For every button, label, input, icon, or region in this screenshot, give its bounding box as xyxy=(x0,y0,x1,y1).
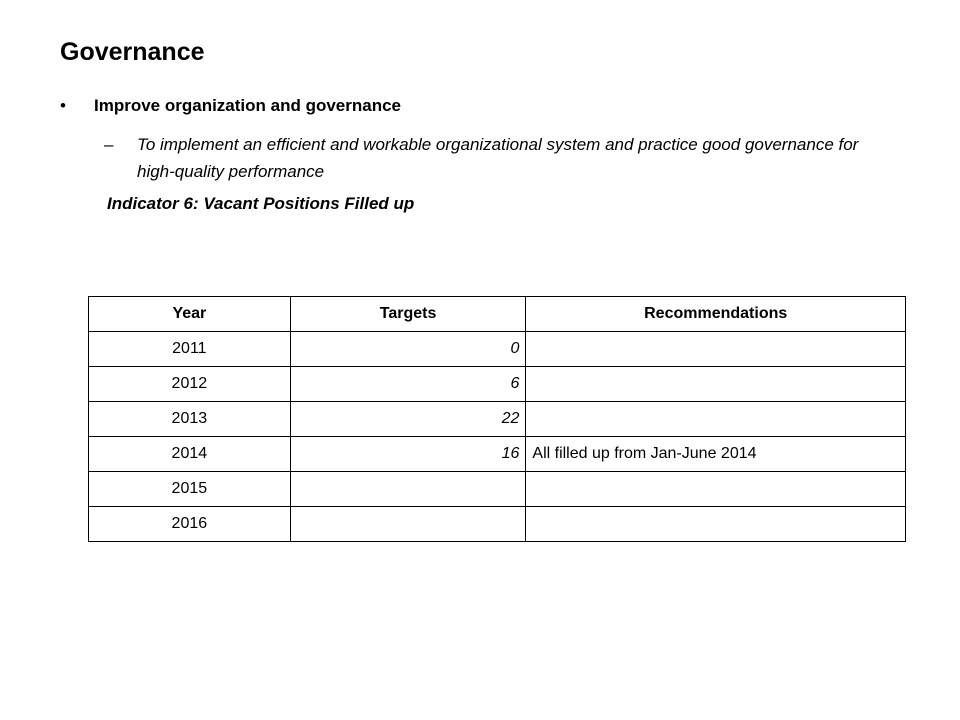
slide-title: Governance xyxy=(60,38,205,66)
cell-year: 2016 xyxy=(89,507,291,542)
cell-year: 2012 xyxy=(89,367,291,402)
table-row xyxy=(89,507,906,542)
table-header-row xyxy=(89,297,906,332)
table-row xyxy=(89,472,906,507)
table-row xyxy=(89,402,906,437)
cell-recommendation xyxy=(526,507,906,542)
header-year: Year xyxy=(89,297,291,332)
table-row xyxy=(89,437,906,472)
cell-target: 0 xyxy=(290,332,526,367)
bullet-text: Improve organization and governance xyxy=(94,96,402,115)
cell-target xyxy=(290,507,526,542)
cell-year: 2011 xyxy=(89,332,291,367)
cell-recommendation xyxy=(526,332,906,367)
targets-table xyxy=(88,296,906,542)
header-targets: Targets xyxy=(290,297,526,332)
bullet-icon: • xyxy=(60,96,66,115)
indicator-label: Indicator 6: Vacant Positions Filled up xyxy=(107,194,415,213)
cell-target: 22 xyxy=(290,402,526,437)
cell-recommendation xyxy=(526,402,906,437)
header-recommendations: Recommendations xyxy=(526,297,906,332)
cell-target: 6 xyxy=(290,367,526,402)
cell-recommendation xyxy=(526,367,906,402)
cell-target: 16 xyxy=(290,437,526,472)
cell-recommendation: All filled up from Jan-June 2014 xyxy=(526,437,906,472)
cell-year: 2013 xyxy=(89,402,291,437)
sub-bullet-text: To implement an efficient and workable organizational system and practice good governance for high-quality performance xyxy=(137,135,859,181)
sub-bullet-item xyxy=(104,131,884,185)
cell-year: 2014 xyxy=(89,437,291,472)
cell-recommendation xyxy=(526,472,906,507)
cell-year: 2015 xyxy=(89,472,291,507)
table-row xyxy=(89,332,906,367)
dash-icon: – xyxy=(104,135,114,154)
cell-target xyxy=(290,472,526,507)
table-row xyxy=(89,367,906,402)
